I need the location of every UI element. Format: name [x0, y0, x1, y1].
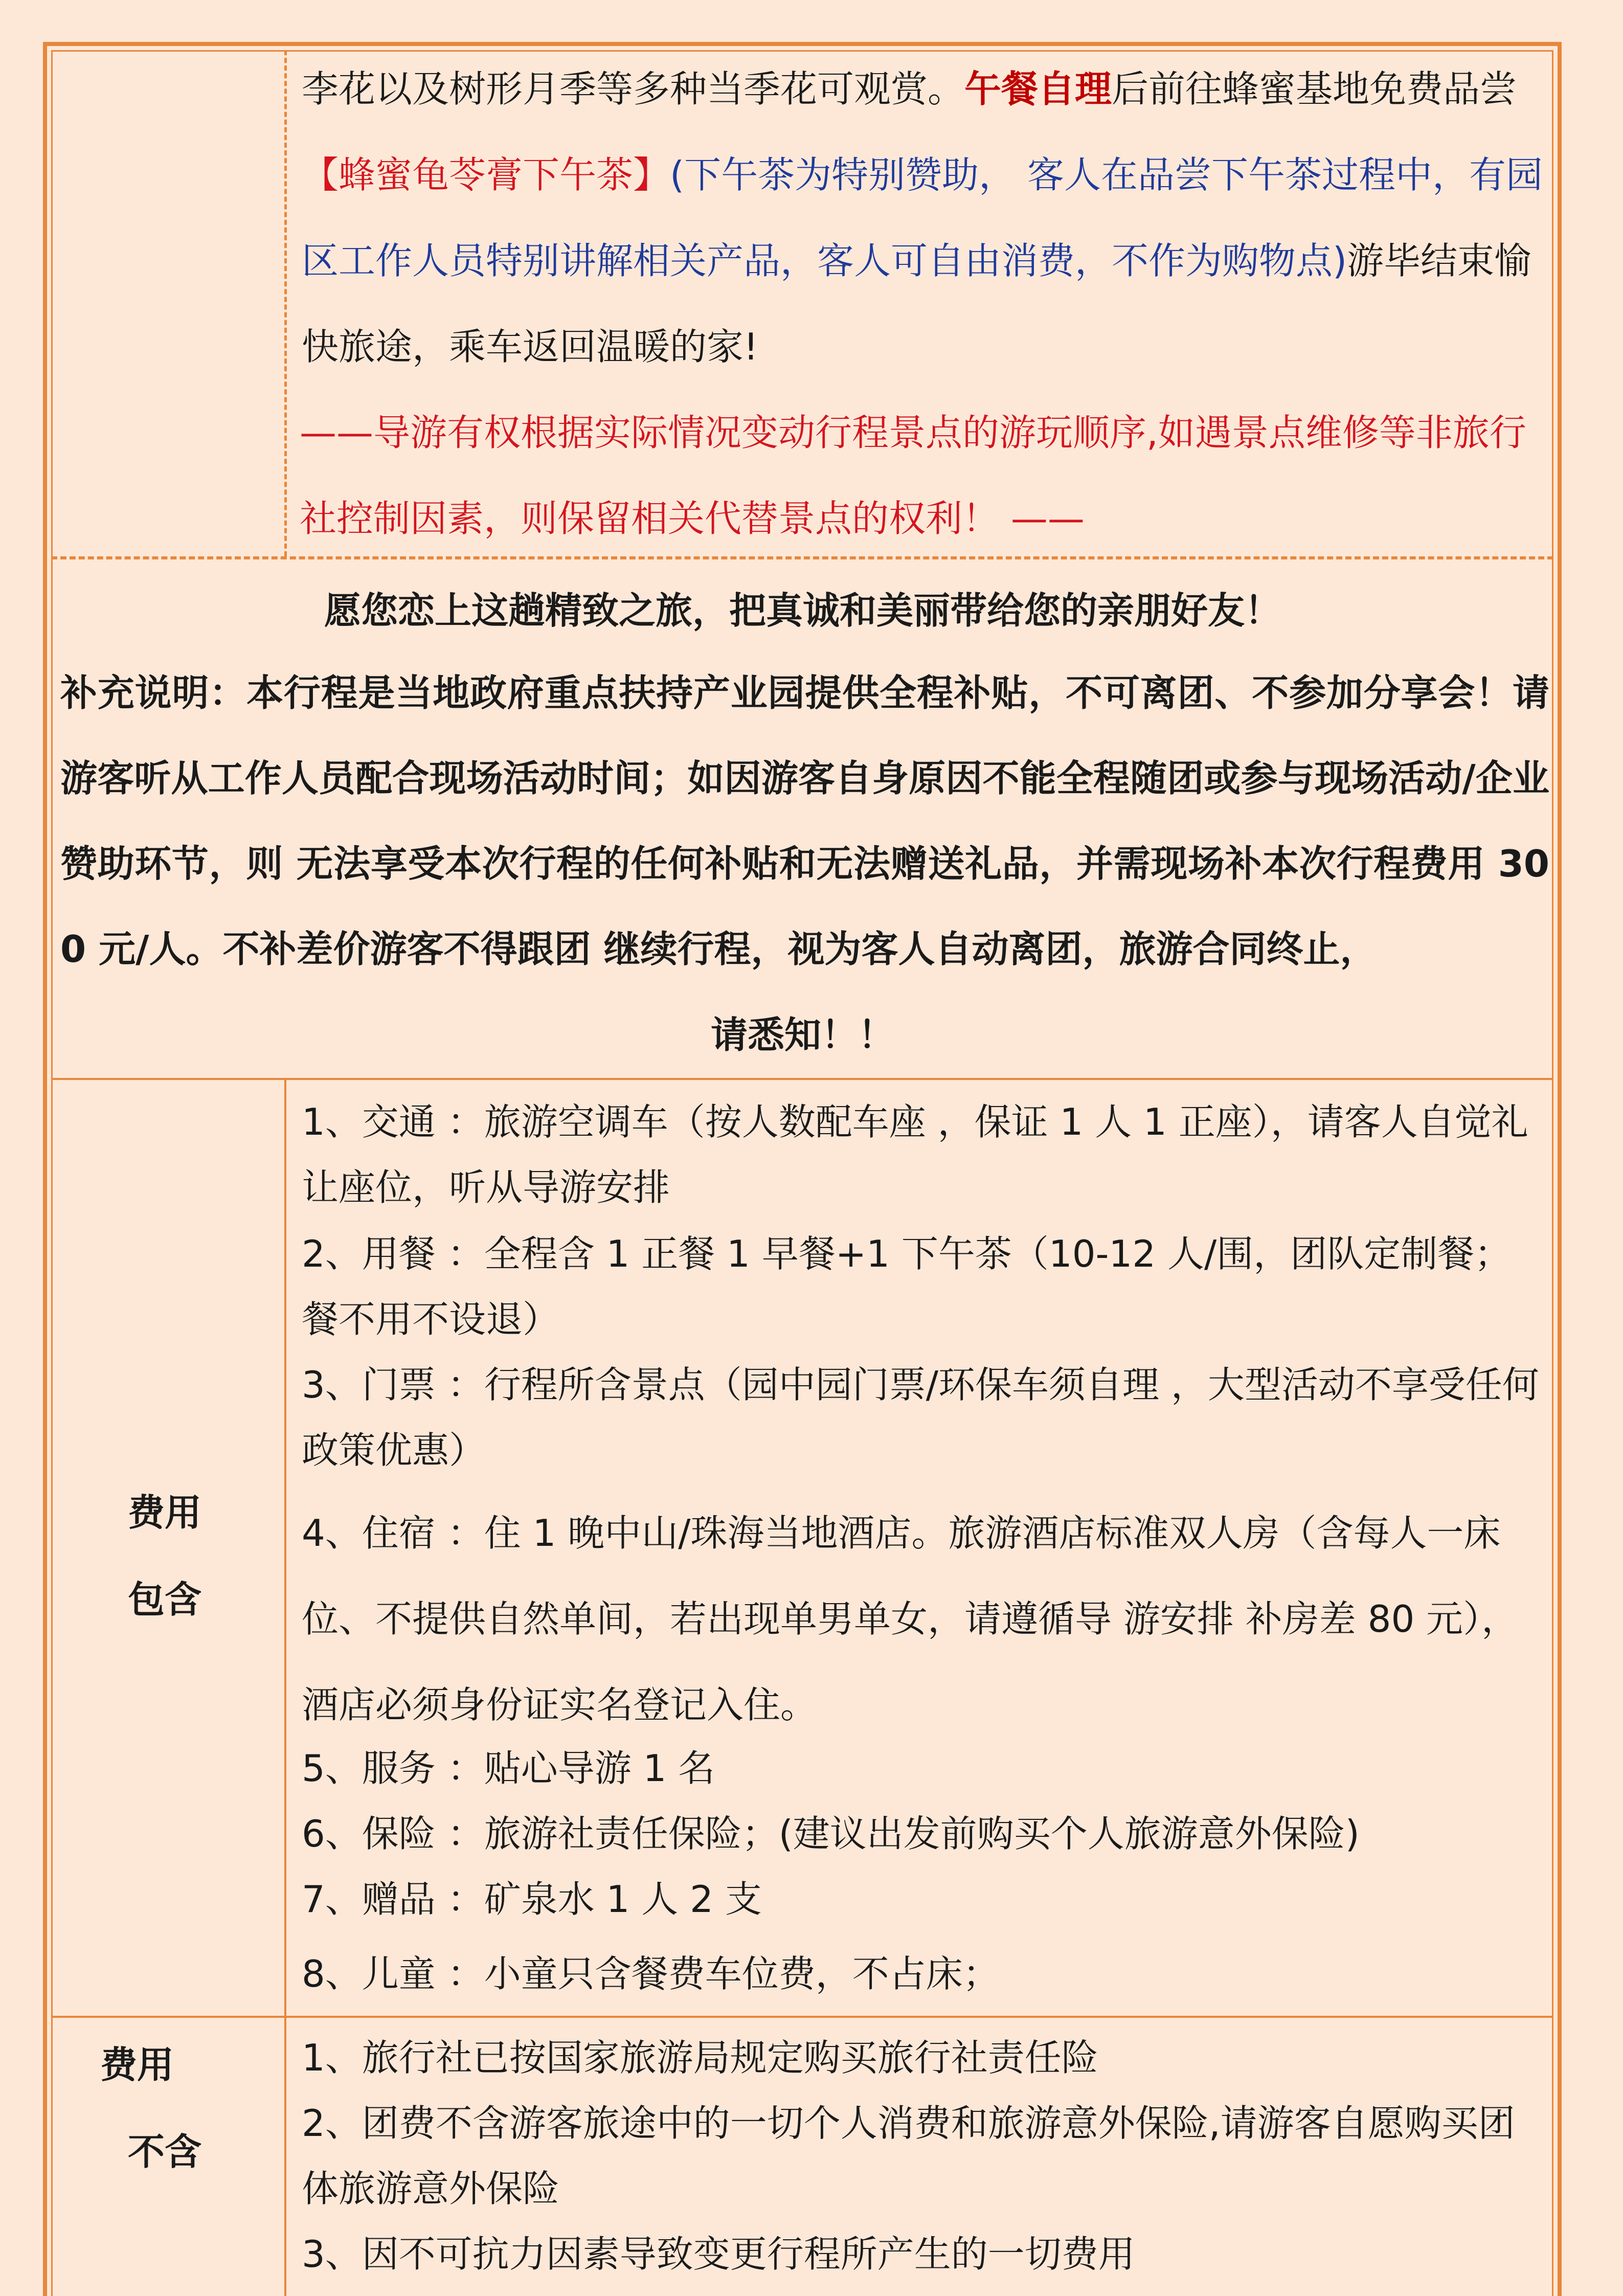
row-divider-fees [51, 1078, 1553, 1080]
fee-included-item-6: 6、保险 ：旅游社责任保险；(建议出发前购买个人旅游意外保险) [302, 1812, 1360, 1855]
afternoon-tea-name: 【蜂蜜龟苓膏下午茶】 [302, 153, 670, 196]
fee-excluded-label-2: 不含 [127, 2130, 201, 2173]
fee-included-item-4: 4、住宿 ：住 1 晚中山/珠海当地酒店。旅游酒店标准双人房（含每人一床位、不提供自然单间，若出现单男单女，请遵循导 游安排 补房差 80 元），酒店必须身份证实名登记入住。 [302, 1512, 1519, 1726]
fee-included-item-7: 7、赠品 ：矿泉水 1 人 2 支 [302, 1878, 762, 1921]
fee-included-item-2: 2、用餐 ：全程含 1 正餐 1 早餐+1 下午茶（10-12 人/围，团队定制餐；餐不用不设退） [302, 1232, 1512, 1341]
fee-included-item-1: 1、交通 ：旅游空调车（按人数配车座 ，保证 1 人 1 正座），请客人自觉礼让座位，听从导游安排 [302, 1100, 1528, 1209]
fee-excluded-item-2: 2、团费不含游客旅途中的一切个人消费和旅游意外保险,请游客自愿购买团体旅游意外保险 [302, 2102, 1515, 2210]
fee-included-item-8: 8、儿童 ：小童只含餐费车位费，不占床； [302, 1952, 1000, 1995]
column-divider-top [284, 50, 287, 556]
fee-excluded-item-3: 3、因不可抗力因素导致变更行程所产生的一切费用 [302, 2233, 1135, 2276]
wish-heading: 愿您恋上这趟精致之旅，把真诚和美丽带给您的亲朋好友！ [324, 589, 1281, 632]
itinerary-text-1: 李花以及树形月季等多种当季花可观赏。 [302, 67, 965, 110]
fee-included-item-3: 3、门票 ：行程所含景点（园中园门票/环保车须自理 ，大型活动不享受任何政策优惠） [302, 1363, 1539, 1472]
sponsor-note: (下午茶为特别赞助， 客人在品尝下午茶过程中，有园区工作人员特别讲解相关产品，客人可自由消费，不作为购物点) [302, 153, 1543, 282]
itinerary-paragraph [302, 46, 1549, 390]
supplement-note: 补充说明：本行程是当地政府重点扶持产业园提供全程补贴，不可离团、不参加分享会！请游客听从工作人员配合现场活动时间；如因游客自身原因不能全程随团或参与现场活动/企业赞助环节，则 无法享受本次行程的任何补贴和无法赠送礼品，并需现场补本次行程费用 300 元/人。不补差价游客不得跟团 继续行程，视为客人自动离团，旅游合同终止， [60, 671, 1549, 971]
fee-excluded-label-1: 费用 [100, 2043, 174, 2086]
fee-included-label-1: 费用 [127, 1491, 201, 1534]
fee-excluded-item-1: 1、旅行社已按国家旅游局规定购买旅行社责任险 [302, 2036, 1098, 2079]
fee-included-label-2: 包含 [127, 1578, 201, 1621]
row-divider-excluded [51, 2016, 1553, 2018]
lunch-self-pay: 午餐自理 [964, 67, 1112, 110]
fee-included-item-5: 5、服务 ：贴心导游 1 名 [302, 1747, 715, 1790]
closing-note: 请悉知！！ [710, 1014, 895, 1056]
guide-rights-note: ——导游有权根据实际情况变动行程景点的游玩顺序,如遇景点维修等非旅行社控制因素，则保留相关代替景点的权利！ —— [300, 411, 1526, 540]
column-divider-fees [284, 1078, 286, 2296]
itinerary-text-2: 后前往蜂蜜基地免费品尝 [1112, 67, 1517, 110]
itinerary-ending: 游毕结束愉快旅途，乘车返回温暖的家! [302, 239, 1531, 368]
